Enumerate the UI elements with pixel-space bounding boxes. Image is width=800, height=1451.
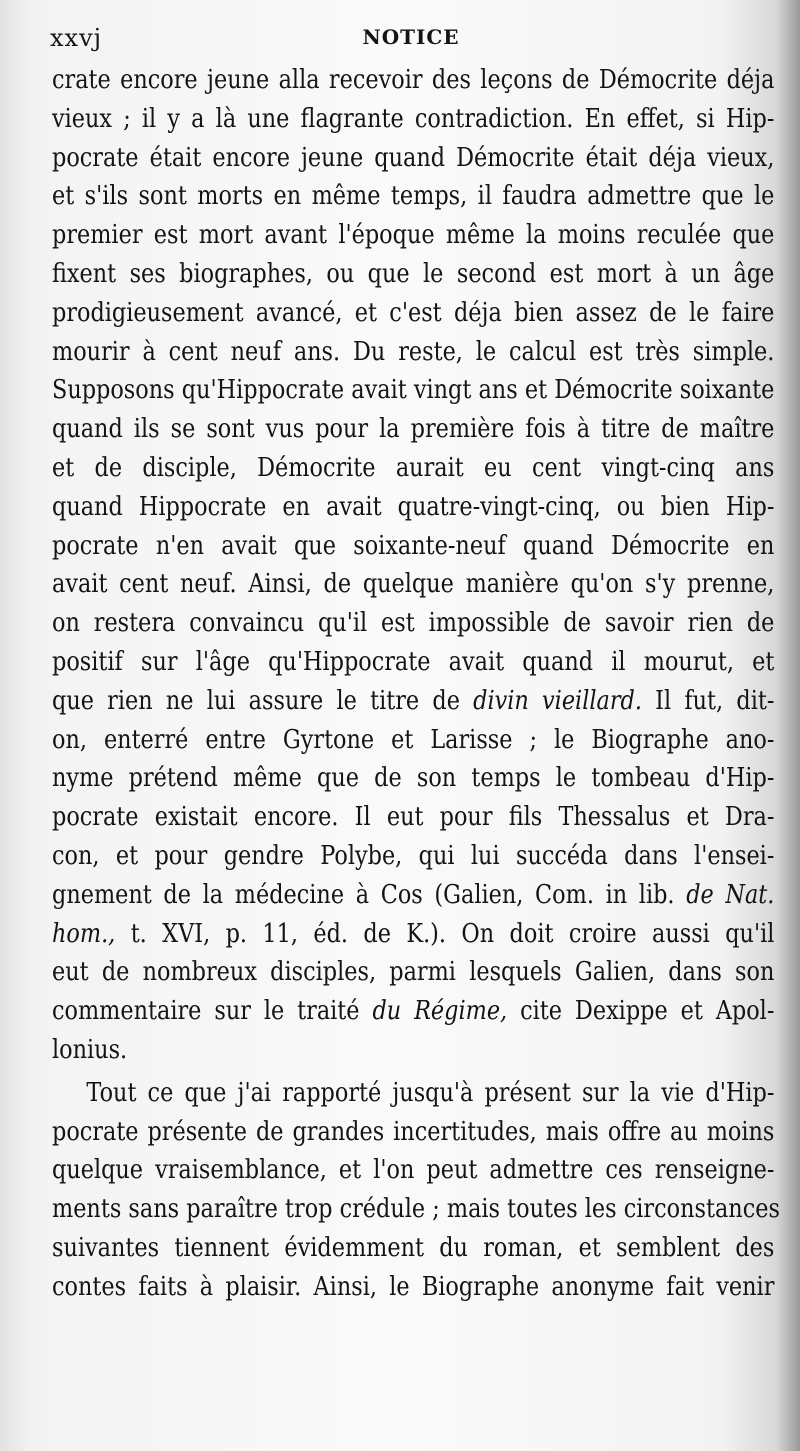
text-line: et s'ils sont morts en même temps, il faudra admettre que le: [52, 181, 775, 212]
text-line: contes faits à plaisir. Ainsi, le Biographe anonyme fait venir: [52, 1271, 775, 1302]
text-line: Tout ce que j'ai rapporté jusqu'à présent sur la vie d'Hip-: [86, 1077, 775, 1108]
text-line: suivantes tiennent évidemment du roman, et semblent des: [52, 1232, 775, 1263]
page-number: xxvj: [50, 24, 103, 52]
text-line: pocrate n'en avait que soixante-neuf quand Démocrite en: [52, 530, 775, 561]
text-line: premier est mort avant l'époque même la moins reculée que: [52, 220, 775, 251]
text-line: fixent ses biographes, ou que le second est mort à un âge: [52, 258, 775, 289]
text-run: Il fut, dit-: [641, 685, 775, 716]
text-line: et de disciple, Démocrite aurait eu cent vingt-cinq ans: [52, 452, 775, 483]
text-line: on restera convaincu qu'il est impossible de savoir rien de: [52, 608, 775, 639]
italic-text: de Nat.: [686, 879, 775, 910]
text-line: Supposons qu'Hippocrate avait vingt ans et Démocrite soixante: [52, 375, 775, 406]
text-run: que rien ne lui assure le titre de: [52, 685, 474, 716]
text-line: nyme prétend même que de son temps le tombeau d'Hip-: [52, 763, 775, 794]
text-line: [52, 915, 774, 954]
paragraph-2: [52, 1074, 780, 1307]
text-line: pocrate présente de grandes incertitudes, mais offre au moins: [52, 1116, 775, 1147]
text-line: [52, 682, 774, 721]
text-line: mourir à cent neuf ans. Du reste, le calcul est très simple.: [52, 336, 775, 367]
text-line: on, enterré entre Gyrtone et Larisse ; le Biographe ano-: [52, 724, 775, 755]
text-line: vieux ; il y a là une flagrante contradiction. En effet, si Hip-: [52, 103, 775, 134]
text-run: commentaire sur le traité: [52, 996, 373, 1027]
italic-text: du Régime,: [372, 996, 508, 1027]
text-run: t. XVI, p. 11, éd. de K.). On doit croire aussi qu'il: [115, 918, 775, 949]
text-line: quand ils se sont vus pour la première fois à titre de maître: [52, 414, 775, 445]
running-head: NOTICE: [362, 25, 460, 49]
text-line: pocrate était encore jeune quand Démocrite était déja vieux,: [52, 142, 775, 173]
text-run: cite Dexippe et Apol-: [507, 996, 775, 1027]
text-line: positif sur l'âge qu'Hippocrate avait quand il mourut, et: [52, 646, 775, 677]
text-line: avait cent neuf. Ainsi, de quelque manière qu'on s'y prenne,: [52, 569, 775, 600]
page-header: [50, 24, 772, 58]
text-line: quand Hippocrate en avait quatre-vingt-cinq, ou bien Hip-: [52, 491, 775, 522]
text-run: gnement de la médecine à Cos (Galien, Com. in lib.: [52, 879, 687, 910]
paragraph-1: [52, 61, 774, 1070]
body-text: [52, 61, 780, 1307]
text-line: [52, 876, 774, 915]
text-line: pocrate existait encore. Il eut pour fils Thessalus et Dra-: [52, 802, 775, 833]
text-line: crate encore jeune alla recevoir des leçons de Démocrite déja: [52, 65, 775, 95]
italic-text: divin vieillard.: [473, 685, 642, 716]
text-line: con, et pour gendre Polybe, qui lui succéda dans l'ensei-: [52, 840, 775, 871]
text-line: ments sans paraître trop crédule ; mais toutes les circonstances: [52, 1194, 780, 1225]
text-line: lonius.: [52, 1034, 128, 1065]
text-line: prodigieusement avancé, et c'est déja bien assez de le faire: [52, 297, 775, 328]
italic-text: hom.,: [52, 918, 116, 949]
text-line: eut de nombreux disciples, parmi lesquels Galien, dans son: [52, 957, 775, 988]
text-line: quelque vraisemblance, et l'on peut admettre ces renseigne-: [52, 1155, 775, 1186]
text-line: [52, 992, 774, 1031]
